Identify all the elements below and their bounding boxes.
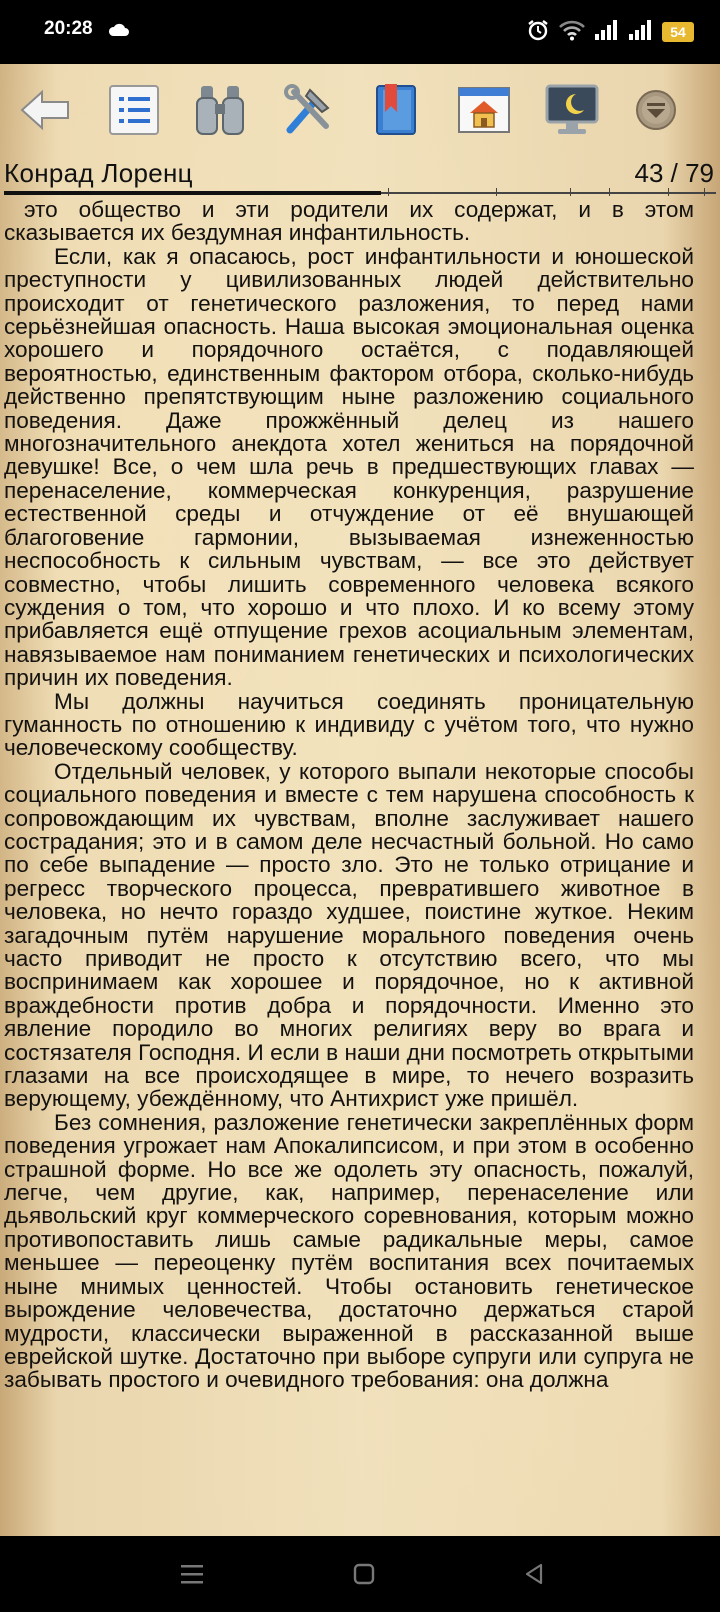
- night-mode-icon[interactable]: [544, 82, 600, 138]
- alarm-icon: [526, 18, 550, 47]
- text-paragraph: Если, как я опасаюсь, рост инфантильности и юношеской преступности у цивилизованных людей действительно происходит от генетического разложения, то перед нами серьёзнейшая опасность. Наша высокая эмоциональная оценка хорошего и порядочного остаётся, с подавляющей вероятностью, единственным фактором отбора, сколько-нибудь действенно препятствующим ныне разложению социального поведения. Даже прожжённый делец из нашего многозначительного анекдота хотел жениться на порядочной девушке! Все, о чем шла речь в предшествующих главах — перенаселение, коммерческая конкуренция, разрушение естественной среды и отчуждение от её внушающей благоговение гармонии, вызываемая изнеженностью неспособность к сильным чувствам, — все это действует совместно, чтобы лишить современного человека всякого суждения о том, что хорошо и что плохо. И ко всему этому прибавляется ещё отпущение грехов асоциальным элементам, навязываемое нам пониманием генетических и психологических причин их поведения.: [4, 243, 694, 691]
- back-arrow-icon[interactable]: [18, 82, 74, 138]
- cloud-icon: [108, 23, 130, 42]
- home-library-icon[interactable]: [456, 82, 512, 138]
- chapter-tick: [570, 188, 571, 196]
- chapter-tick: [496, 188, 497, 196]
- home-square-icon[interactable]: [344, 1556, 384, 1592]
- battery-icon: 54: [662, 22, 694, 42]
- bookmark-icon[interactable]: [368, 82, 424, 138]
- reading-progress-fill: [4, 191, 381, 195]
- book-author: Конрад Лоренц: [4, 158, 193, 188]
- reader-view[interactable]: [0, 64, 720, 1536]
- menu-dropdown-icon[interactable]: [628, 82, 684, 138]
- contents-list-icon[interactable]: [106, 82, 162, 138]
- status-time: 20:28: [44, 18, 93, 39]
- text-paragraph: Мы должны научиться соединять проницательную гуманность по отношению к индивиду с учётом того, что нужно человеческому сообществу.: [4, 688, 694, 761]
- book-page-text: [4, 198, 694, 1536]
- tools-settings-icon[interactable]: [280, 82, 336, 138]
- reading-progress-bar[interactable]: [4, 192, 716, 194]
- text-paragraph: это общество и эти родители их содержат, и в этом сказывается их бездумная инфантильность.: [4, 198, 694, 246]
- chapter-tick: [609, 188, 610, 196]
- signal-icon: [594, 19, 620, 46]
- menu-lines-icon[interactable]: [172, 1556, 212, 1592]
- status-icons: [526, 18, 694, 46]
- wifi-icon: [558, 19, 586, 46]
- chapter-tick: [668, 188, 669, 196]
- status-bar: [0, 0, 720, 64]
- signal-icon: [628, 19, 654, 46]
- binoculars-search-icon[interactable]: [192, 82, 248, 138]
- page-number: 43 / 79: [634, 158, 714, 188]
- navigation-bar: [0, 1536, 720, 1612]
- chapter-tick: [704, 188, 705, 196]
- text-paragraph: Отдельный человек, у которого выпали некоторые способы социального поведения и вместе с тем нарушена способность к сопровождающим их чувствам, вполне заслуживает нашего сострадания; это и в самом деле несчастный больной. Но само по себе выпадение — просто зло. Это не только отрицание и регресс творческого процесса, превратившего животное в человека, но нечто гораздо худшее, поистине жуткое. Неким загадочным путём нарушение морального поведения очень часто приводит не просто к отсутствию всего, что мы воспринимаем как хорошее и порядочное, но к активной враждебности против добра и порядочности. Именно это явление породило во многих религиях веру во врага и состязателя Господня. И если в наши дни посмотреть открытыми глазами на все происходящее в мире, то нечего возразить верующему, убеждённому, что Антихрист уже пришёл.: [4, 758, 694, 1112]
- text-paragraph: Без сомнения, разложение генетически закреплённых форм поведения угрожает нам Апокалипсисом, и при этом в особенно страшной форме. Но все же одолеть эту опасность, пожалуй, легче, чем другие, как, например, перенаселение или дьявольский круг коммерческого соревнования, которым можно противопоставить лишь самые радикальные меры, самое меньшее — переоценку путём воспитания всех почитаемых ныне мнимых ценностей. Чтобы остановить генетическое вырождение человечества, достаточно держаться старой мудрости, классически выраженной в рассказанной выше еврейской шутке. Достаточно при выборе супруги или супруга не забывать простого и очевидного требования: она должна: [4, 1109, 694, 1393]
- back-triangle-icon[interactable]: [514, 1556, 554, 1592]
- chapter-tick: [388, 188, 389, 196]
